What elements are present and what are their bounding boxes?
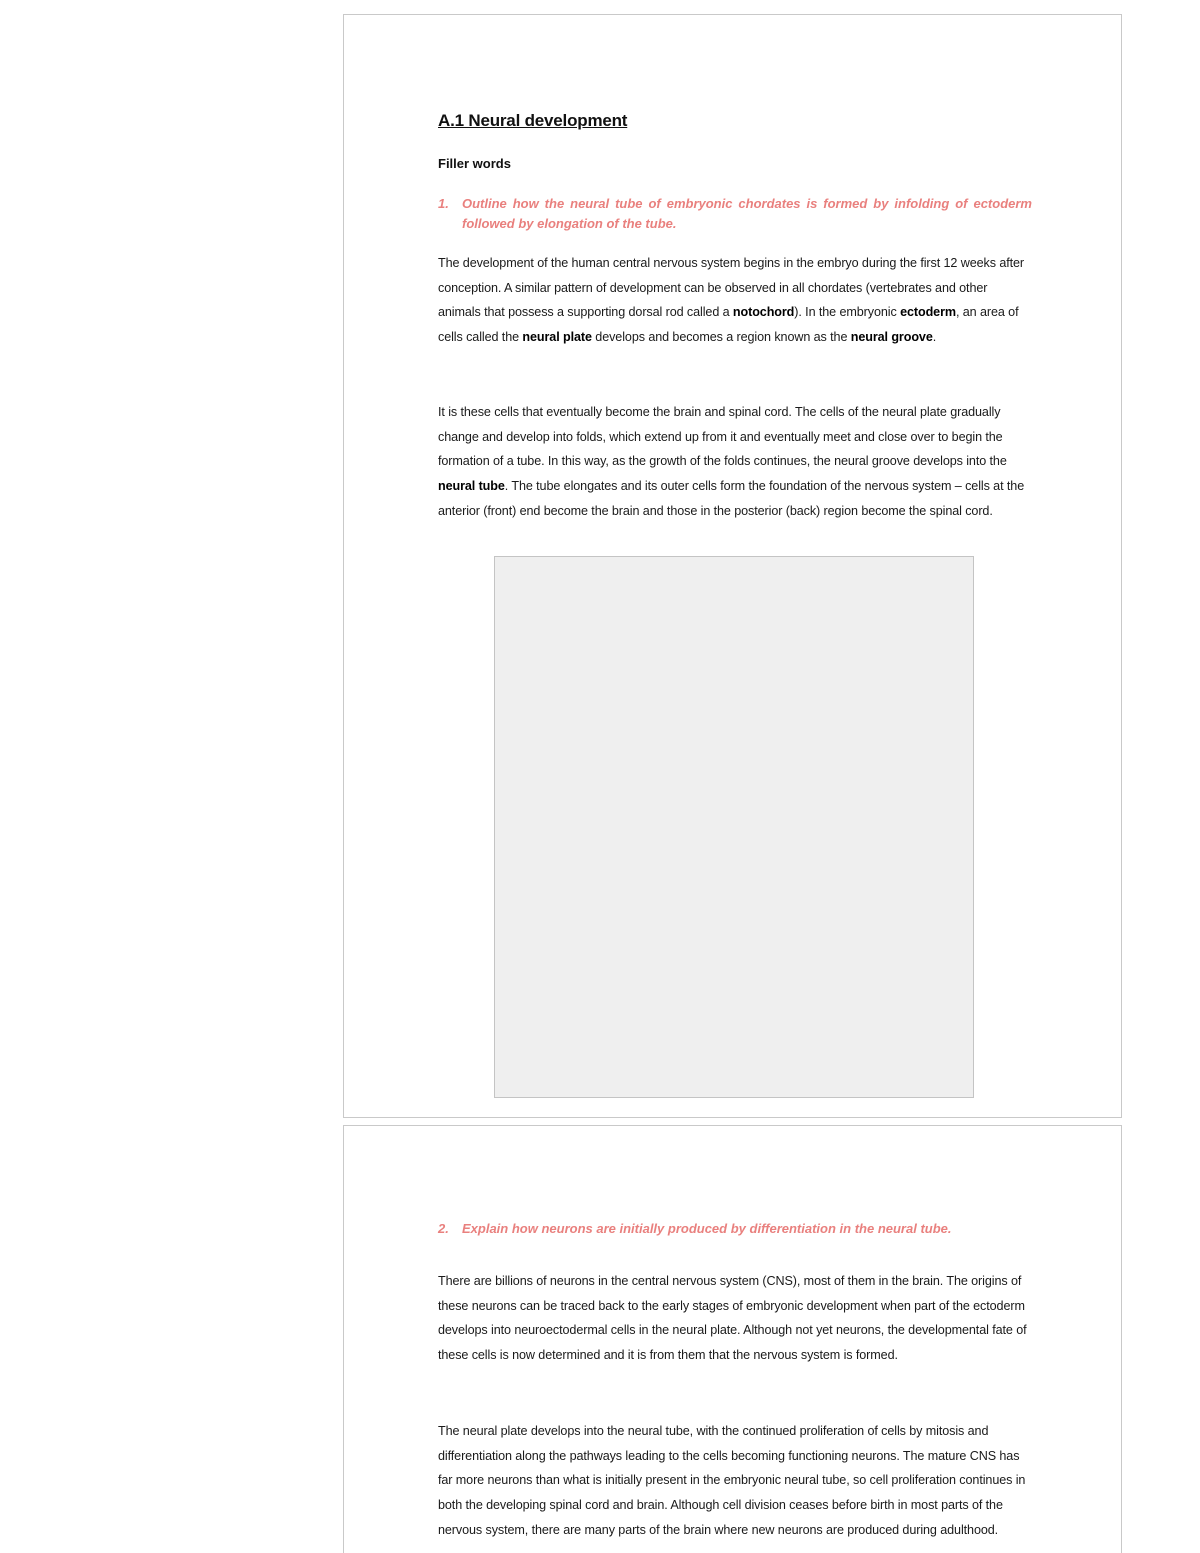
question-text: Outline how the neural tube of embryonic chordates is formed by infolding of ectoderm followed by elongation of the tube. (462, 196, 1032, 231)
body-paragraph (438, 1419, 1030, 1543)
paragraph-text: . (932, 330, 937, 345)
paragraph-text: The neural plate develops into the neural tube, with the continued proliferation of cells by mitosis and differentiation along the pathways leading to the cells becoming functioning neurons. The mature CNS has far more neurons than what is initially present in the embryonic neural tube, so cell proliferation continues in both the developing spinal cord and brain. Although cell division ceases before birth in most parts of the nervous system, there are many parts of the brain where new neurons are produced during adulthood. (438, 1424, 1026, 1537)
bold-term: notochord (732, 305, 795, 320)
paragraph-text: , an area of cells called the (438, 305, 1019, 345)
question-1 (438, 194, 1032, 234)
paragraph-text: ). In the embryonic (794, 305, 901, 320)
image-placeholder (494, 556, 974, 1098)
page-2 (343, 1125, 1122, 1553)
bold-term: neural groove (850, 330, 933, 345)
question-2 (438, 1219, 1032, 1239)
question-number: 2. (438, 1221, 449, 1236)
subheading: Filler words (438, 156, 511, 171)
section-heading: A.1 Neural development (438, 111, 628, 130)
paragraph-text: The development of the human central nervous system begins in the embryo during the first 12 weeks after conception. A similar pattern of development can be observed in all chordates (vertebrates and other animals that possess a supporting dorsal rod called a (438, 256, 1025, 320)
body-paragraph (438, 251, 1030, 350)
bold-term: neural plate (522, 330, 592, 345)
body-paragraph (438, 400, 1030, 524)
page-1 (343, 14, 1122, 1118)
paragraph-text: It is these cells that eventually become the brain and spinal cord. The cells of the neural plate gradually change and develop into folds, which extend up from it and eventually meet and close over to begin the formation of a tube. In this way, as the growth of the folds continues, the neural groove develops into the (438, 405, 1007, 469)
paragraph-text: develops and becomes a region known as the (591, 330, 851, 345)
question-text: Explain how neurons are initially produced by differentiation in the neural tube. (462, 1221, 952, 1236)
question-number: 1. (438, 196, 449, 211)
paragraph-text: . The tube elongates and its outer cells form the foundation of the nervous system – cells at the anterior (front) end become the brain and those in the posterior (back) region become the spinal cord. (438, 479, 1025, 518)
bold-term: neural tube (438, 479, 505, 494)
paragraph-text: There are billions of neurons in the central nervous system (CNS), most of them in the brain. The origins of these neurons can be traced back to the early stages of embryonic development when part of the ectoderm develops into neuroectodermal cells in the neural plate. Although not yet neurons, the developmental fate of these cells is now determined and it is from them that the nervous system is formed. (438, 1274, 1027, 1363)
body-paragraph (438, 1269, 1030, 1368)
bold-term: ectoderm (900, 305, 956, 320)
